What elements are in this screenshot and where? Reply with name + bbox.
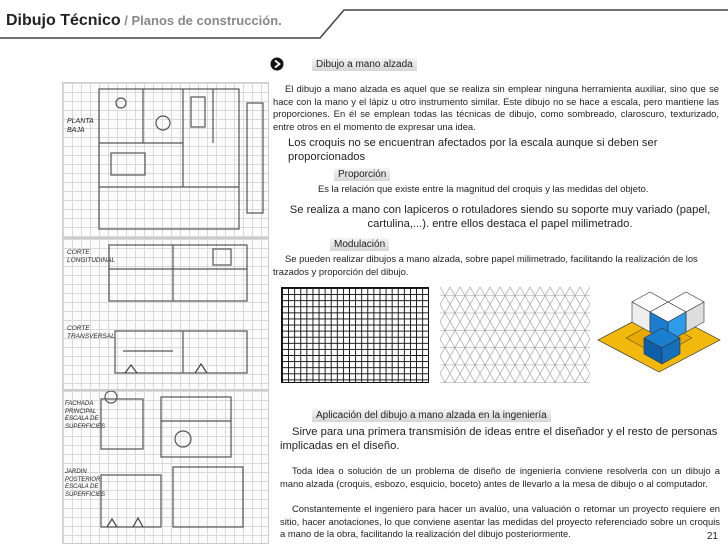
- page-header: [0, 0, 728, 46]
- page-title: Dibujo Técnico / Planos de construcción.: [6, 12, 282, 29]
- bullet-arrow-icon: [270, 57, 284, 71]
- facade-label-2: JARDIN POSTERIOR ESCALA DE SUPERFICIES: [65, 469, 106, 498]
- section-sketch: [62, 238, 269, 390]
- section-label-2: CORTE TRANSVERSAL: [67, 325, 115, 340]
- sec2-paragraph-2: Se realiza a mano con lapiceros o rotuladores siendo su soporte muy variado (papel, cartulina,...). entre ellos destaca el papel milimetrado.: [289, 204, 711, 230]
- floor-plan-sketch: [62, 82, 269, 238]
- page-subtitle: / Planos de construcción: [120, 13, 279, 28]
- header-rule: [0, 0, 728, 46]
- floor-plan-drawing: [63, 83, 268, 237]
- sec4-paragraph-1: Sirve para una primera transmisión de ideas entre el diseñador y el resto de personas implicadas en el diseño.: [280, 426, 718, 452]
- sec4-paragraph-2: Toda idea o solución de un problema de diseño de ingeniería conviene resolverla con un dibujo a mano alzada (croquis, esbozo, esquicio, boceto) antes de llevarlo a la mesa de dibujo o al computador.: [280, 465, 720, 489]
- isometric-cube-drawing: [596, 280, 722, 380]
- sec1-paragraph-1: El dibujo a mano alzada es aquel que se realiza sin emplear ninguna herramienta auxiliar, sino que se hace con la mano y el lápiz u otro instrumento similar. Este dibujo no se hace a escala, pero mantiene las proporciones. En él se emplean todas las técnicas de dibujo, como sombreado, claroscuro, texturizado, entre otros en el momento de expresar una idea.: [273, 83, 719, 132]
- sec4-paragraph-3: Constantemente el ingeniero para hacer un avalúo, una valuación o retomar un proyecto requiere en sitio, hacer anotaciones, lo que conviene asentar las medidas del proyecto referenciado sobre un croquis a mano de la obra, facilitando la realización del dibujo posteriormente.: [280, 503, 720, 540]
- section-label-1: CORTE LONGITUDINAL: [67, 249, 116, 264]
- facade-sketch: [62, 390, 269, 544]
- plan-label: PLANTA BAJA: [67, 118, 94, 134]
- heading-dibujo-mano-alzada: Dibujo a mano alzada: [312, 58, 417, 71]
- heading-aplicacion: Aplicación del dibujo a mano alzada en la ingeniería: [312, 409, 551, 422]
- square-grid-paper: [281, 287, 429, 383]
- isometric-grid-paper: [440, 287, 590, 383]
- page-number: 21: [706, 531, 718, 542]
- sec1-paragraph-2: Los croquis no se encuentran afectados por la escala aunque si deben ser proporcionados: [288, 137, 658, 163]
- sec2-paragraph-1: Es la relación que existe entre la magnitud del croquis y las medidas del objeto.: [318, 183, 649, 194]
- facade-label-1: FACHADA PRINCIPAL ESCALA DE SUPERFICIES: [65, 401, 106, 430]
- sec3-paragraph-1: Se pueden realizar dibujos a mano alzada, sobre papel milimetrado, facilitando la realización de los trazados y proporción del dibujo.: [273, 253, 698, 277]
- heading-modulacion: Modulación: [330, 238, 389, 251]
- heading-proporcion: Proporción: [334, 168, 390, 181]
